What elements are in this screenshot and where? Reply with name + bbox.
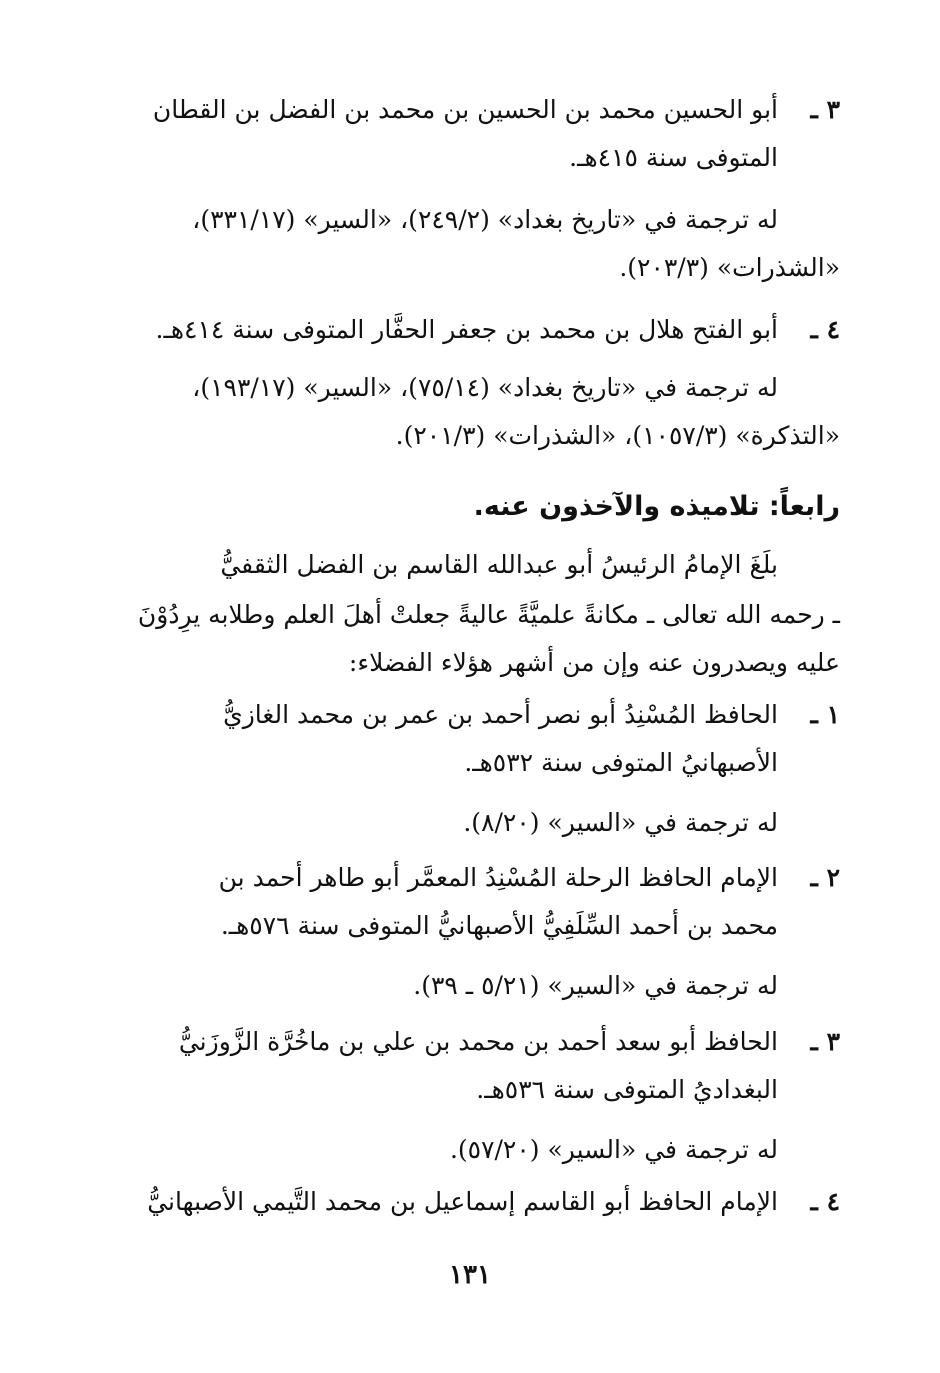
student-text-line: محمد بن أحمد السِّلَفِيُّ الأصبهانيُّ المتوفى سنة ٥٧٦هـ. bbox=[220, 911, 778, 940]
student-text-line: الإمام الحافظ أبو القاسم إسماعيل بن محمد التَّيمي الأصبهانيُّ bbox=[147, 1187, 778, 1216]
item-text-line: أبو الفتح هلال بن محمد بن جعفر الحفَّار المتوفى سنة ٤١٤هـ. bbox=[155, 315, 778, 344]
item-reference-line: له ترجمة في «تاريخ بغداد» (٢٤٩/٢)، «السير» (٣٣١/١٧)، bbox=[192, 205, 778, 234]
student-text-line: الأصبهانيُ المتوفى سنة ٥٣٢هـ. bbox=[464, 748, 778, 777]
page-number: ١٣١ bbox=[449, 1260, 491, 1290]
item-reference-line: «التذكرة» (١٠٥٧/٣)، «الشذرات» (٢٠١/٣). bbox=[395, 421, 840, 450]
student-number: ١ ـ bbox=[810, 700, 840, 729]
intro-line: عليه ويصدرون عنه وإن من أشهر هؤلاء الفضلاء: bbox=[348, 648, 840, 677]
student-reference-line: له ترجمة في «السير» (٥/٢١ ـ ٣٩). bbox=[413, 971, 778, 1000]
document-page bbox=[137, 90, 840, 1290]
student-text-line: البغداديُ المتوفى سنة ٥٣٦هـ. bbox=[476, 1075, 778, 1104]
student-text-line: الحافظ المُسْنِدُ أبو نصر أحمد بن عمر بن محمد الغازيُّ bbox=[223, 700, 778, 729]
student-reference-line: له ترجمة في «السير» (٥٧/٢٠). bbox=[449, 1135, 778, 1164]
item-text-line: المتوفى سنة ٤١٥هـ. bbox=[569, 143, 778, 172]
item-number: ٤ ـ bbox=[810, 315, 840, 344]
item-reference-line: له ترجمة في «تاريخ بغداد» (٧٥/١٤)، «السير» (١٩٣/١٧)، bbox=[192, 373, 778, 402]
item-number: ٣ ـ bbox=[810, 95, 840, 124]
student-number: ٢ ـ bbox=[810, 863, 840, 892]
item-reference-line: «الشذرات» (٢٠٣/٣). bbox=[619, 253, 840, 282]
intro-line: بلَغَ الإمامُ الرئيسُ أبو عبدالله القاسم بن الفضل الثقفيُّ bbox=[220, 550, 778, 579]
intro-line: ـ رحمه الله تعالى ـ مكانةً علميَّةً عاليةً جعلتْ أهلَ العلم وطلابه يرِدُوْنَ bbox=[137, 600, 840, 629]
student-number: ٣ ـ bbox=[810, 1027, 840, 1056]
student-text-line: الحافظ أبو سعد أحمد بن محمد بن علي بن ماخُرَّة الزَّوزَنيُّ bbox=[178, 1027, 778, 1056]
student-reference-line: له ترجمة في «السير» (٨/٢٠). bbox=[463, 808, 778, 837]
student-number: ٤ ـ bbox=[810, 1187, 840, 1216]
section-heading: رابعاً: تلاميذه والآخذون عنه. bbox=[473, 491, 840, 522]
item-text-line: أبو الحسين محمد بن الحسين بن محمد بن الفضل بن القطان bbox=[152, 95, 778, 124]
student-text-line: الإمام الحافظ الرحلة المُسْنِدُ المعمَّر أبو طاهر أحمد بن bbox=[218, 863, 778, 892]
